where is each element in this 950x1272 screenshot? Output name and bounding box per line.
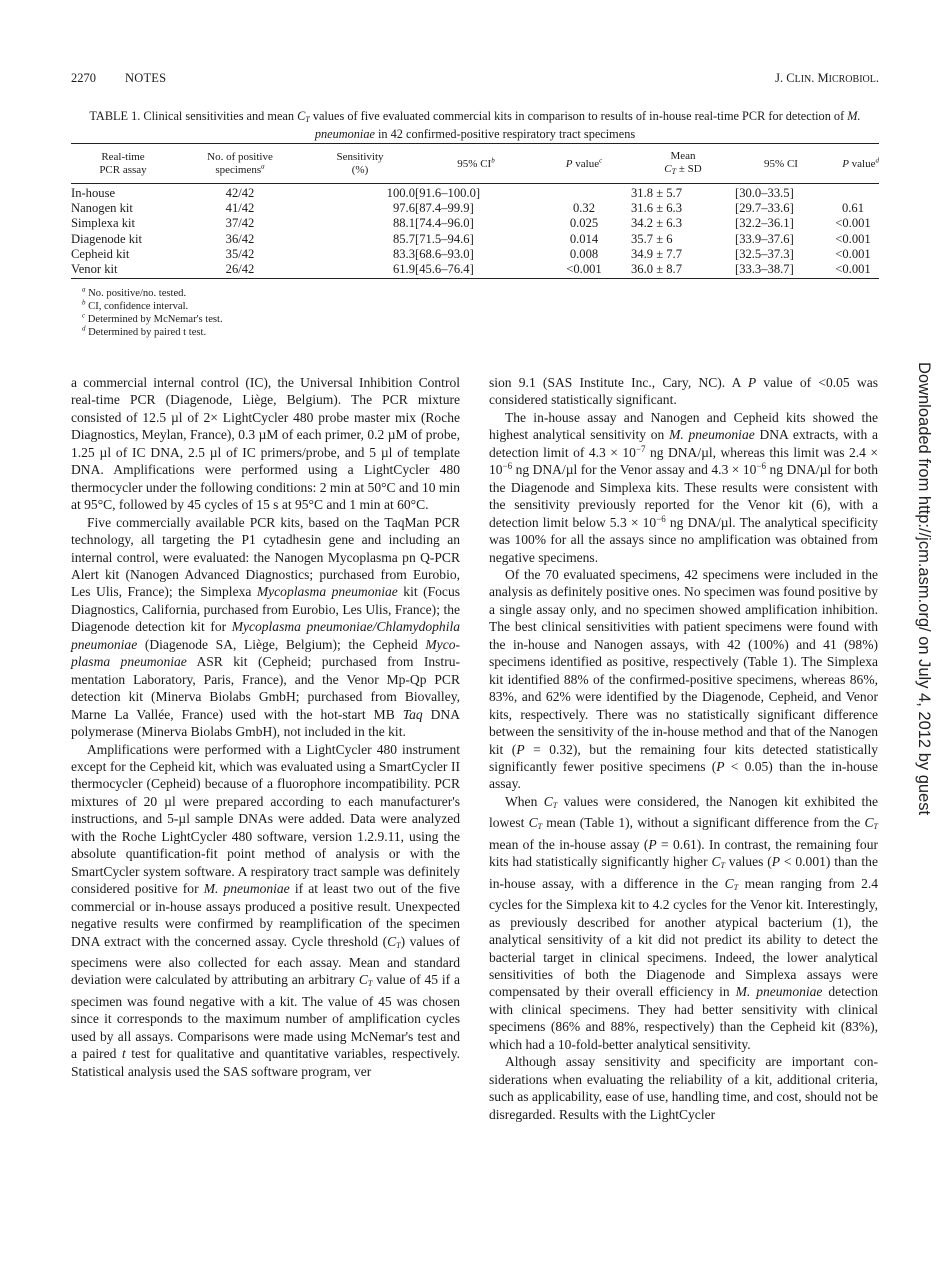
header-text: P	[842, 157, 849, 170]
footnote-mark: c	[599, 155, 603, 164]
caption-ct-sub: T	[305, 115, 310, 124]
species-name: M. pneumoniae	[203, 881, 290, 897]
col-header-p-mcnemar	[537, 147, 631, 181]
text-run: ng DNA/µl for the Venor assay and 4.3 × 10	[512, 462, 757, 478]
col-header-ct-ci	[735, 147, 827, 181]
caption-ct: C	[297, 109, 306, 123]
cell-ci: [91.6–100.0]	[415, 186, 481, 200]
cell-p-mcnemar: 0.025	[569, 216, 599, 231]
cell-assay: Nanogen kit	[71, 201, 133, 216]
ct-symbol: C	[543, 793, 553, 809]
cell-assay: Venor kit	[71, 262, 118, 277]
cell-p-ttest: <0.001	[835, 231, 871, 246]
table-top-rule	[71, 143, 879, 144]
p-symbol: P	[716, 758, 725, 774]
journal-name-part: . M	[811, 71, 829, 85]
cell-assay: Cepheid kit	[71, 246, 130, 261]
cell-p-ttest	[827, 186, 879, 201]
cell-positive: 26/42	[225, 262, 255, 277]
section-title: NOTES	[125, 71, 167, 85]
cell-mean-ct: 34.2 ± 6.3	[631, 216, 682, 231]
cell-mean-ct: 35.7 ± 6	[631, 231, 673, 246]
col-header-positive	[175, 147, 305, 181]
cell-ci: [68.6–93.0]	[415, 246, 474, 261]
text-run: mean (Table 1), without a significant difference from the	[542, 815, 865, 831]
text-run: values were considered, the Nanogen kit exhibited the lowest	[489, 793, 878, 831]
col-header-assay	[71, 147, 175, 181]
text-run: value of <0.05 was considered statistically significant.	[489, 375, 878, 408]
cell-positive: 41/42	[225, 201, 255, 216]
footnote-mark: c	[82, 311, 86, 320]
cell-mean-ct: 31.8 ± 5.7	[631, 186, 682, 200]
header-text: Real-time	[101, 151, 145, 163]
t-symbol: t	[121, 1046, 126, 1062]
cell-p-mcnemar: 0.008	[569, 246, 599, 261]
species-name: M. pneumoniae	[669, 427, 755, 443]
species-name: M. pneumoniae	[735, 984, 823, 1000]
text-run: mean ranging from 2.4 cycles for the Simplexa kit to 4.2 cycles for the Venor kit. Interestingly, as previously described for another atypical bacterium (1), the analytical sensitivity of a kit did not predict its ability to detect the bacterial target in clinical specimens. Indeed, the lower analytical sensitivities of both the Diagenode and Simplexa assays were compensated by their overall efficiency in	[489, 875, 879, 1000]
footnote-text: Determined by paired t test.	[85, 327, 207, 338]
cell-ct-ci: [30.0–33.5]	[735, 186, 794, 200]
ct-symbol-sub: T	[537, 822, 543, 832]
journal-name-part: LIN	[794, 74, 812, 85]
cell-ct-ci: [29.7–33.6]	[735, 201, 794, 216]
ct-symbol: C	[864, 815, 874, 831]
header-text: value	[848, 157, 876, 170]
table-header-rule	[71, 183, 879, 184]
footnote-mark: a	[82, 285, 86, 294]
paragraph: a commercial internal control (IC), the Universal Inhibition Control real-time PCR (Diagenode, Liège, Belgium). The PCR mixture consisted of 12.5 µl of 2× LightCycler 480 probe master mix (Roche Diagnostics, Meylan, France), 0.3 µM of each primer, 0.2 µM of probe, 1.25 µl of IC DNA, 2.5 µl of IC primers/probe, and 5 µl of template DNA. Amplifications were performed using a LightCycler 480 thermocycler under the following conditions: 2 min at 50°C and 10 min at 95°C, followed by 45 cycles of 15 s at 95°C and 1 min at 60°C.	[71, 375, 460, 513]
cell-p-mcnemar: <0.001	[566, 262, 602, 277]
cell-ci: [74.4–96.0]	[415, 216, 474, 231]
species-name: Mycoplasma pneumoniae	[71, 636, 460, 670]
cell-p-ttest: <0.001	[835, 246, 871, 261]
cell-mean-ct: 36.0 ± 8.7	[631, 262, 682, 277]
header-text: specimens	[215, 164, 262, 176]
ct-symbol: C	[724, 875, 734, 891]
table-row	[71, 201, 879, 216]
cell-p-mcnemar	[537, 186, 631, 201]
text-run: ) values of specimens were also collected for each assay. Mean and standard deviation were calculated by attributing an arbitrary	[71, 933, 460, 988]
cell-positive: 36/42	[225, 231, 255, 246]
journal-name-part: .	[875, 71, 879, 85]
table-bottom-rule	[71, 278, 879, 279]
journal-name-part: J. C	[775, 71, 795, 85]
text-run: < 0.001) than the in-house assay, with a difference in the	[489, 854, 878, 891]
cell-sensitivity: 83.3	[392, 246, 415, 261]
p-symbol: P	[771, 854, 781, 870]
col-header-sensitivity	[305, 147, 415, 181]
footnote-text: CI, confidence interval.	[85, 301, 189, 312]
exponent: −7	[635, 443, 646, 454]
cell-ci: [71.5–94.6]	[415, 231, 474, 246]
header-text: value	[572, 157, 600, 170]
text-run: DNA extracts, with a detection limit of 4.3 × 10	[489, 427, 878, 460]
ct-symbol-sub: T	[367, 979, 373, 989]
text-run: values (	[724, 854, 772, 870]
footnote	[82, 326, 223, 339]
header-text: T	[671, 167, 677, 176]
cell-sensitivity: 100.0	[386, 186, 415, 200]
p-symbol: P	[516, 741, 525, 757]
cell-p-ttest: <0.001	[835, 262, 871, 277]
cell-ci: [87.4–99.9]	[415, 201, 474, 216]
running-head	[71, 70, 879, 86]
table-row	[71, 262, 879, 277]
text-run: Amplifications were performed with a LightCycler 480 instrument except for the Cepheid kit, which was evaluated using a SmartCycler II thermocycler (Cepheid) because of a fluorophore incompatibility. PCR mixtures of 20 µl were prepared according to each manufacturer's instructions, and 5-µl sample DNAs were added. Data were analyzed with the Roche LightCycler 480 software, version 1.2.9.11, using the absolute quantification-fit point method of analysis or with the SmartCycler system software. A respiratory tract sample was definitely considered positive for	[71, 741, 460, 897]
cell-assay: In-house	[71, 186, 116, 200]
species-name: Taq	[402, 706, 423, 722]
header-text: ± SD	[676, 163, 702, 175]
download-watermark	[913, 362, 935, 882]
cell-positive: 42/42	[225, 186, 255, 200]
footnote-mark: b	[82, 298, 86, 307]
paragraph	[489, 566, 878, 793]
header-text: PCR assay	[99, 164, 147, 176]
text-run: (Diagenode SA, Liège, Belgium); the Cepheid	[137, 636, 426, 652]
text-run: Of the 70 evaluated specimens, 42 specimens were included in the analysis as definitely positive ones. No specimen was found positive by a single assay only, and no specimen showed amplification inhibition. The best clinical sensitivities with patient specimens were found with the in-house and Nanogen assays, with 42 (100%) and 41 (98%) specimens identified as positive, respectively (Table 1). The Simplexa kit identified 88% of the confirmed-positive specimens, whereas 86%, 83%, and 62% were identified by the Diagenode, Cepheid, and Venor kits, respectively. There was no statistically significant difference between the sensitivity of the in-house method and that of the Nanogen kit (	[489, 566, 878, 757]
table-row	[71, 216, 879, 231]
header-text: No. of positive	[207, 151, 273, 163]
text-run: mean of the in-house assay (	[489, 836, 649, 852]
cell-positive: 35/42	[225, 246, 255, 261]
text-run: sion 9.1 (SAS Institute Inc., Cary, NC). A	[489, 375, 748, 390]
exponent: −6	[502, 461, 513, 472]
header-text: Sensitivity	[336, 151, 384, 163]
results-table	[71, 186, 879, 277]
text-run: test for qualitative and quantitative variables, respectively. Statistical analysis used the SAS software program, ver	[71, 1046, 460, 1079]
footnote-mark: d	[875, 155, 879, 164]
species-name: Mycoplasma pneumoniae/Chlamydophila pneumoniae	[71, 619, 460, 652]
text-run: if at least two out of the five commercial or in-house assays produced a positive result. Unexpected negative results were confirmed by reamplification of the specimen DNA extract with the concerned assay. Cycle threshold (	[71, 881, 460, 949]
header-text: (%)	[351, 164, 369, 176]
footnote	[82, 300, 223, 313]
text-run: = 0.61). In contrast, the remaining four kits had statistically significantly higher	[489, 836, 878, 870]
col-header-ci	[415, 147, 537, 181]
text-run: ng DNA/µl for both the Diagenode and Simplexa kits. These results were consistent with the sensitivity previously reported for the Venor kit (6), with a detection limit below 5.3 × 10	[489, 462, 879, 530]
footnote-mark: a	[261, 162, 265, 171]
paragraph	[71, 514, 460, 741]
footnote	[82, 287, 223, 300]
text-run: kit (Focus Diagnostics, California, purchased from Eurobio, Les Ulis, France); the Diagenode detection kit for	[71, 584, 460, 635]
exponent: −6	[756, 461, 767, 472]
cell-p-ttest: 0.61	[841, 201, 865, 216]
body-column-left	[71, 374, 460, 1080]
footnote	[82, 313, 223, 326]
caption-text: values of five evaluated commercial kits in comparison to results of in-house real-time PCR for detection of	[309, 109, 848, 123]
text-run: Five commercially available PCR kits, based on the TaqMan PCR technology, all targeting the P1 cytadhesin gene and including an internal control, were evaluated: the Nanogen Mycoplasma pn Q-PCR Alert kit (Nanogen Advanced Diagnostics; purchased from Eurobio, Les Ulis, France); the Simplexa	[71, 514, 460, 600]
text-run: When	[505, 793, 544, 809]
ct-symbol-sub: T	[733, 882, 739, 892]
cell-assay: Simplexa kit	[71, 216, 136, 231]
table-row	[71, 232, 879, 247]
exponent: −6	[656, 513, 666, 524]
cell-sensitivity: 88.1	[392, 216, 415, 231]
body-column-right	[489, 374, 878, 1123]
paragraph	[71, 741, 460, 1081]
table-row	[71, 186, 879, 201]
header-text: P	[565, 157, 573, 170]
table-row	[71, 247, 879, 262]
cell-positive: 37/42	[225, 216, 255, 231]
caption-text: TABLE 1. Clinical sensitivities and mean	[89, 109, 298, 123]
cell-p-ttest: <0.001	[835, 216, 871, 231]
footnote-text: Determined by McNemar's test.	[85, 314, 223, 325]
species-name: Mycoplasma pneumoniae	[256, 584, 398, 600]
paragraph	[489, 409, 878, 566]
cell-mean-ct: 31.6 ± 6.3	[631, 201, 682, 216]
footnote-text: No. positive/no. tested.	[85, 288, 187, 299]
cell-ci: [45.6–76.4]	[415, 262, 474, 277]
results-table-header	[71, 147, 879, 181]
ct-symbol-sub: T	[873, 822, 878, 832]
paragraph	[489, 793, 878, 1053]
download-watermark-text: Downloaded from http://jcm.asm.org/ on July 4, 2012 by guest	[915, 362, 933, 816]
cell-ct-ci: [32.5–37.3]	[735, 246, 794, 261]
header-text: 95% CI	[457, 157, 492, 170]
ct-symbol: C	[358, 972, 368, 988]
text-run: ng DNA/µl, whereas this limit was 2.4 × 10	[489, 444, 878, 478]
text-run: DNA polymerase (Minerva Biolabs GmbH), not included in the kit.	[71, 706, 460, 740]
ct-symbol-sub: T	[552, 800, 558, 810]
col-header-mean-ct	[631, 147, 735, 181]
journal-name	[775, 70, 879, 88]
caption-text: in 42 confirmed-positive respiratory tract specimens	[374, 127, 636, 141]
ct-symbol-sub: T	[396, 940, 401, 950]
cell-ct-ci: [32.2–36.1]	[735, 216, 794, 231]
p-symbol: P	[648, 836, 657, 852]
cell-sensitivity: 85.7	[392, 231, 415, 246]
paragraph	[489, 374, 878, 409]
table-caption	[71, 109, 879, 142]
p-symbol: P	[747, 375, 757, 390]
text-run: = 0.32), but the remaining four kits detected statistically significantly fewer positive specimens (	[489, 741, 878, 774]
cell-sensitivity: 97.6	[392, 201, 415, 216]
footnote-mark: d	[82, 324, 86, 333]
page-number: 2270	[71, 71, 96, 85]
cell-p-mcnemar: 0.014	[569, 231, 599, 246]
paragraph: Although assay sensitivity and specificity are important considerations when evaluating the reliability of a kit, additional criteria, such as applicability, ease of use, handling time, and cost, should not be disregarded. Results with the LightCycler	[489, 1054, 878, 1122]
journal-name-part: ICROBIOL	[828, 74, 876, 85]
cell-sensitivity: 61.9	[392, 262, 415, 277]
text-run: The in-house assay and Nanogen and Cepheid kits showed the highest analytical sensitivity on	[489, 409, 878, 443]
text-run: < 0.05) than the in-house assay.	[489, 758, 878, 792]
text-run: value of 45 if a specimen was found negative with a kit. The value of 45 was chosen since it corresponds to the maximum number of amplification cycles used by all assays. Comparisons were made using McNemar's test and a paired	[71, 972, 460, 1062]
cell-assay: Diagenode kit	[71, 231, 142, 246]
header-text: 95% CI	[764, 157, 798, 170]
table-footnotes	[82, 287, 223, 339]
cell-p-mcnemar: 0.32	[572, 201, 596, 216]
text-run: ng DNA/µl. The analytical specificity was 100% for all the assays since no amplification was obtained from negative specimens.	[489, 514, 878, 565]
cell-ct-ci: [33.3–38.7]	[735, 262, 794, 277]
caption-species: M. pneumoniae	[314, 109, 861, 141]
cell-ct-ci: [33.9–37.6]	[735, 231, 794, 246]
ct-symbol: C	[711, 854, 721, 870]
col-header-p-ttest	[827, 147, 879, 181]
text-run: ASR kit (Cepheid; purchased from Instrumentation Laboratory, Paris, France), and the Venor Mp-Qp PCR detection kit (Minerva Biolabs GmbH; purchased from Biovalley, Marne La Vallée, France) used with the hot-start MB	[71, 654, 460, 722]
ct-symbol-sub: T	[720, 861, 725, 871]
cell-mean-ct: 34.9 ± 7.7	[631, 246, 682, 261]
ct-symbol: C	[387, 933, 397, 949]
header-text: Mean	[670, 150, 696, 162]
ct-symbol: C	[528, 815, 538, 831]
text-run: detection with clinical specimens. They had better sensitivity with clinical specimens (86% and 88%, respectively) than the Cepheid kit (83%), which had a 10-fold-better analytical sensitivity.	[489, 984, 878, 1052]
header-text: C	[664, 163, 672, 175]
footnote-mark: b	[491, 155, 495, 164]
